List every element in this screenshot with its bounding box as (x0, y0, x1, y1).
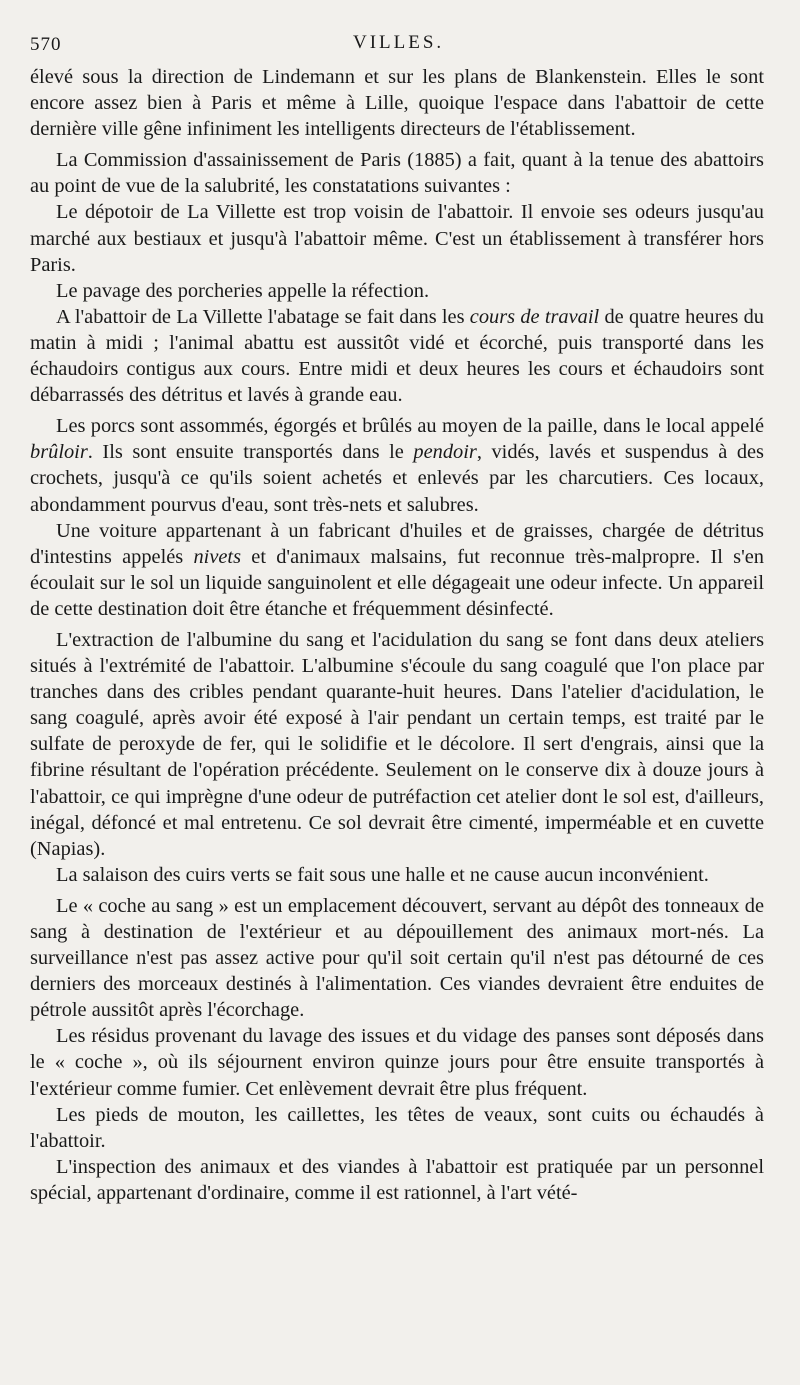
paragraph: La salaison des cuirs verts se fait sous une halle et ne cause aucun inconvénient. (56, 863, 709, 886)
page-header (30, 30, 764, 64)
running-title: VILLES. (353, 32, 445, 53)
paragraph: Les porcs sont assommés, égorgés et brûlés au moyen de la paille, dans le local appelé brûloir. Ils sont ensuite transportés dans le pendoir, vidés, lavés et suspendus à des crochets, jusqu'à ce qu'ils soient achetés et enlevés par les charcutiers. Ces locaux, abondamment pourvus d'eau, sont très-nets et salubres. (30, 415, 764, 516)
paragraph: L'extraction de l'albumine du sang et l'acidulation du sang se font dans deux ateliers situés à l'extrémité de l'abattoir. L'albumine s'écoule du sang coagulé que l'on place par tranches dans des cribles pendant quarante-huit heures. Dans l'atelier d'acidulation, le sang coagulé, après avoir été exposé à l'air pendant un certain temps, est traité par le sulfate de peroxyde de fer, qui le solidifie et le décolore. Il sert d'engrais, ainsi que la fibrine résultant de l'opération précédente. Seulement on le conserve dix à douze jours à l'abattoir, ce qui imprègne d'une odeur de putréfaction cet atelier dont le sol est, d'ailleurs, inégal, défoncé et mal entretenu. Ce sol devrait être cimenté, imperméable et en cuvette (Napias). (30, 628, 764, 860)
paragraph: Les résidus provenant du lavage des issues et du vidage des panses sont déposés dans le « coche », où ils séjournent environ quinze jours pour être ensuite transportés à l'extérieur comme fumier. Cet enlèvement devrait être plus fréquent. (30, 1025, 764, 1100)
paragraph: Le pavage des porcheries appelle la réfection. (56, 279, 430, 302)
paragraph: A l'abattoir de La Villette l'abatage se fait dans les cours de travail de quatre heures du matin à midi ; l'animal abattu est aussitôt vidé et écorché, puis transporté dans les échaudoirs contigus aux cours. Entre midi et deux heures les cours et échaudoirs sont débarrassés des détritus et lavés à grande eau. (30, 305, 764, 407)
page-number: 570 (30, 34, 62, 55)
paragraph: Le dépotoir de La Villette est trop voisin de l'abattoir. Il envoie ses odeurs jusqu'au marché aux bestiaux et jusqu'à l'abattoir même. C'est un établissement à transférer hors Paris. (30, 201, 764, 276)
italic-term: pendoir (413, 441, 477, 464)
paragraph: L'inspection des animaux et des viandes à l'abattoir est pratiquée par un personnel spécial, appartenant d'ordinaire, comme il est rationnel, à l'art vété- (30, 1155, 764, 1204)
paragraph: La Commission d'assainissement de Paris (1885) a fait, quant à la tenue des abattoirs au point de vue de la salubrité, les constatations suivantes : (30, 149, 764, 198)
italic-term: brûloir (30, 441, 88, 464)
italic-term: nivets (193, 545, 242, 568)
italic-term: cours de travail (469, 305, 600, 328)
paragraph: Les pieds de mouton, les caillettes, les têtes de veaux, sont cuits ou échaudés à l'abattoir. (30, 1103, 764, 1152)
paragraph: Une voiture appartenant à un fabricant d'huiles et de graisses, chargée de détritus d'intestins appelés nivets et d'animaux malsains, fut reconnue très-malpropre. Il s'en écoulait sur le sol un liquide sanguinolent et elle dégageait une odeur infecte. Un appareil de cette destination doit être étanche et fréquemment désinfecté. (30, 519, 764, 620)
paragraph: Le « coche au sang » est un emplacement découvert, servant au dépôt des tonneaux de sang à destination de l'extérieur et au dépouillement des animaux mort-nés. La surveillance n'est pas assez active pour qu'il soit certain qu'il n'est pas détourné de ces derniers des morceaux destinés à l'alimentation. Ces viandes devraient être enduites de pétrole aussitôt après l'écorchage. (30, 894, 764, 1022)
paragraph: élevé sous la direction de Lindemann et sur les plans de Blankenstein. Elles le sont encore assez bien à Paris et même à Lille, quoique l'espace dans l'abattoir de cette dernière ville gêne infiniment les intelligents directeurs de l'établissement. (30, 66, 764, 141)
body-text (30, 64, 764, 1206)
